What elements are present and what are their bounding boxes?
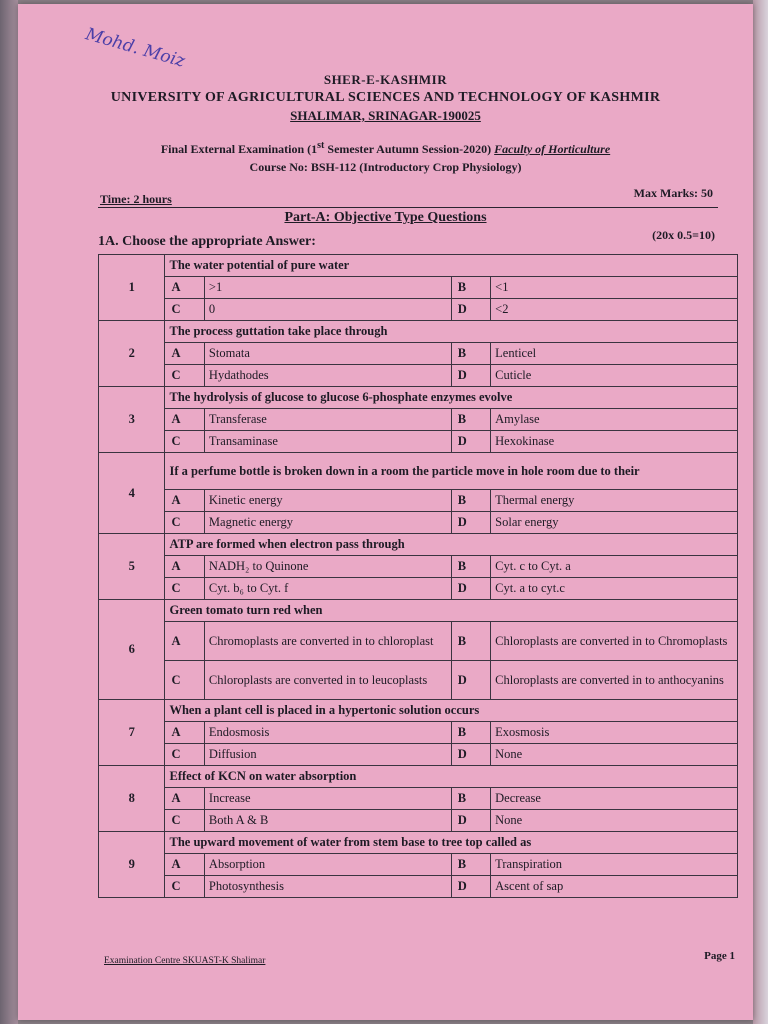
question-text: The process guttation take place through <box>165 321 738 343</box>
option-row <box>99 343 738 365</box>
option-c: Diffusion <box>204 744 451 766</box>
background-edge-left <box>0 0 18 1024</box>
question-number: 9 <box>99 832 165 898</box>
header-line-1: SHER-E-KASHMIR <box>323 72 448 87</box>
option-letter: A <box>165 854 204 876</box>
option-letter: B <box>451 854 490 876</box>
option-letter: A <box>165 622 204 661</box>
option-letter: C <box>165 299 204 321</box>
option-letter: D <box>451 661 490 700</box>
option-row <box>99 876 738 898</box>
question-text: When a plant cell is placed in a hypertonic solution occurs <box>165 700 738 722</box>
option-row <box>99 431 738 453</box>
option-letter: D <box>451 578 490 600</box>
option-letter: C <box>165 744 204 766</box>
option-b: Decrease <box>491 788 738 810</box>
option-a: Kinetic energy <box>204 490 451 512</box>
background-edge-right <box>753 0 768 1024</box>
option-letter: D <box>451 744 490 766</box>
exam-mid: Semester Autumn Session-2020) <box>324 142 495 156</box>
option-letter: B <box>451 556 490 578</box>
option-row <box>99 810 738 832</box>
header-line-3: SHALIMAR, SRINAGAR-190025 <box>290 108 481 123</box>
option-d: Cyt. a to cyt.c <box>491 578 738 600</box>
option-b: Transpiration <box>491 854 738 876</box>
option-row <box>99 409 738 431</box>
exam-title <box>18 140 753 157</box>
option-letter: C <box>165 661 204 700</box>
option-row <box>99 744 738 766</box>
option-a: Stomata <box>204 343 451 365</box>
option-letter: B <box>451 343 490 365</box>
option-a: Endosmosis <box>204 722 451 744</box>
question-number: 4 <box>99 453 165 534</box>
option-b: Exosmosis <box>491 722 738 744</box>
option-letter: D <box>451 512 490 534</box>
option-letter: D <box>451 431 490 453</box>
question-number: 1 <box>99 255 165 321</box>
question-text: Green tomato turn red when <box>165 600 738 622</box>
course-line: Course No: BSH-112 (Introductory Crop Physiology) <box>249 160 522 174</box>
question-number: 8 <box>99 766 165 832</box>
option-d: None <box>491 810 738 832</box>
option-row <box>99 622 738 661</box>
option-letter: A <box>165 556 204 578</box>
question-row <box>99 321 738 343</box>
option-c: Hydathodes <box>204 365 451 387</box>
option-row <box>99 788 738 810</box>
footer-exam-centre: Examination Centre SKUAST-K Shalimar <box>104 956 266 966</box>
question-row <box>99 700 738 722</box>
option-letter: A <box>165 722 204 744</box>
questions-table <box>98 254 738 898</box>
option-c: Cyt. b₆ to Cyt. f <box>204 578 451 600</box>
max-marks: Max Marks: 50 <box>633 186 713 200</box>
option-letter: A <box>165 277 204 299</box>
option-row <box>99 512 738 534</box>
option-c: Photosynthesis <box>204 876 451 898</box>
option-b: Amylase <box>491 409 738 431</box>
question-text: ATP are formed when electron pass through <box>165 534 738 556</box>
option-a: NADH₂ to Quinone <box>204 556 451 578</box>
option-letter: A <box>165 409 204 431</box>
option-letter: C <box>165 431 204 453</box>
option-d: Cuticle <box>491 365 738 387</box>
option-row <box>99 277 738 299</box>
question-row <box>99 453 738 490</box>
footer-page-number: Page 1 <box>704 950 735 962</box>
option-c: Chloroplasts are converted in to leucoplasts <box>204 661 451 700</box>
option-d: Solar energy <box>491 512 738 534</box>
option-letter: A <box>165 343 204 365</box>
option-row <box>99 299 738 321</box>
option-letter: B <box>451 409 490 431</box>
option-d: None <box>491 744 738 766</box>
option-row <box>99 854 738 876</box>
time-allowed: Time: 2 hours <box>100 192 172 206</box>
option-letter: C <box>165 876 204 898</box>
option-letter: A <box>165 788 204 810</box>
question-number: 6 <box>99 600 165 700</box>
option-letter: B <box>451 622 490 661</box>
question-text: If a perfume bottle is broken down in a room the particle move in hole room due to their <box>165 453 738 490</box>
option-c: 0 <box>204 299 451 321</box>
option-a: >1 <box>204 277 451 299</box>
section-marks: (20x 0.5=10) <box>652 228 715 242</box>
divider <box>98 207 718 208</box>
option-letter: B <box>451 277 490 299</box>
option-a: Chromoplasts are converted in to chloroplast <box>204 622 451 661</box>
option-letter: C <box>165 365 204 387</box>
option-a: Increase <box>204 788 451 810</box>
option-c: Magnetic energy <box>204 512 451 534</box>
question-row <box>99 766 738 788</box>
option-c: Both A & B <box>204 810 451 832</box>
option-d: Ascent of sap <box>491 876 738 898</box>
option-letter: C <box>165 578 204 600</box>
option-letter: B <box>451 722 490 744</box>
question-text: The water potential of pure water <box>165 255 738 277</box>
option-row <box>99 556 738 578</box>
question-number: 7 <box>99 700 165 766</box>
faculty: Faculty of Horticulture <box>494 142 611 156</box>
option-letter: D <box>451 365 490 387</box>
question-number: 3 <box>99 387 165 453</box>
question-text: Effect of KCN on water absorption <box>165 766 738 788</box>
option-letter: D <box>451 810 490 832</box>
part-title: Part-A: Objective Type Questions <box>284 210 487 225</box>
exam-paper <box>18 4 753 1020</box>
option-letter: B <box>451 490 490 512</box>
option-letter: C <box>165 512 204 534</box>
option-letter: D <box>451 876 490 898</box>
option-row <box>99 661 738 700</box>
exam-sup: st <box>317 140 325 151</box>
question-row <box>99 832 738 854</box>
header-line-2: UNIVERSITY OF AGRICULTURAL SCIENCES AND TECHNOLOGY OF KASHMIR <box>110 90 661 105</box>
question-text: The hydrolysis of glucose to glucose 6-phosphate enzymes evolve <box>165 387 738 409</box>
option-a: Transferase <box>204 409 451 431</box>
option-b: Chloroplasts are converted in to Chromoplasts <box>491 622 738 661</box>
option-row <box>99 490 738 512</box>
option-letter: B <box>451 788 490 810</box>
question-row <box>99 534 738 556</box>
question-number: 5 <box>99 534 165 600</box>
question-row <box>99 255 738 277</box>
exam-prefix: Final External Examination (1 <box>160 142 318 156</box>
option-d: Chloroplasts are converted in to anthocyanins <box>491 661 738 700</box>
option-c: Transaminase <box>204 431 451 453</box>
question-row <box>99 387 738 409</box>
option-letter: A <box>165 490 204 512</box>
option-d: <2 <box>491 299 738 321</box>
option-letter: C <box>165 810 204 832</box>
option-b: <1 <box>491 277 738 299</box>
section-title: 1A. Choose the appropriate Answer: <box>98 234 316 249</box>
option-a: Absorption <box>204 854 451 876</box>
option-d: Hexokinase <box>491 431 738 453</box>
option-row <box>99 365 738 387</box>
option-b: Cyt. c to Cyt. a <box>491 556 738 578</box>
handwritten-signature: Mohd. Moiz <box>83 24 188 72</box>
question-row <box>99 600 738 622</box>
option-b: Lenticel <box>491 343 738 365</box>
question-text: The upward movement of water from stem base to tree top called as <box>165 832 738 854</box>
question-number: 2 <box>99 321 165 387</box>
option-row <box>99 722 738 744</box>
option-letter: D <box>451 299 490 321</box>
option-b: Thermal energy <box>491 490 738 512</box>
option-row <box>99 578 738 600</box>
